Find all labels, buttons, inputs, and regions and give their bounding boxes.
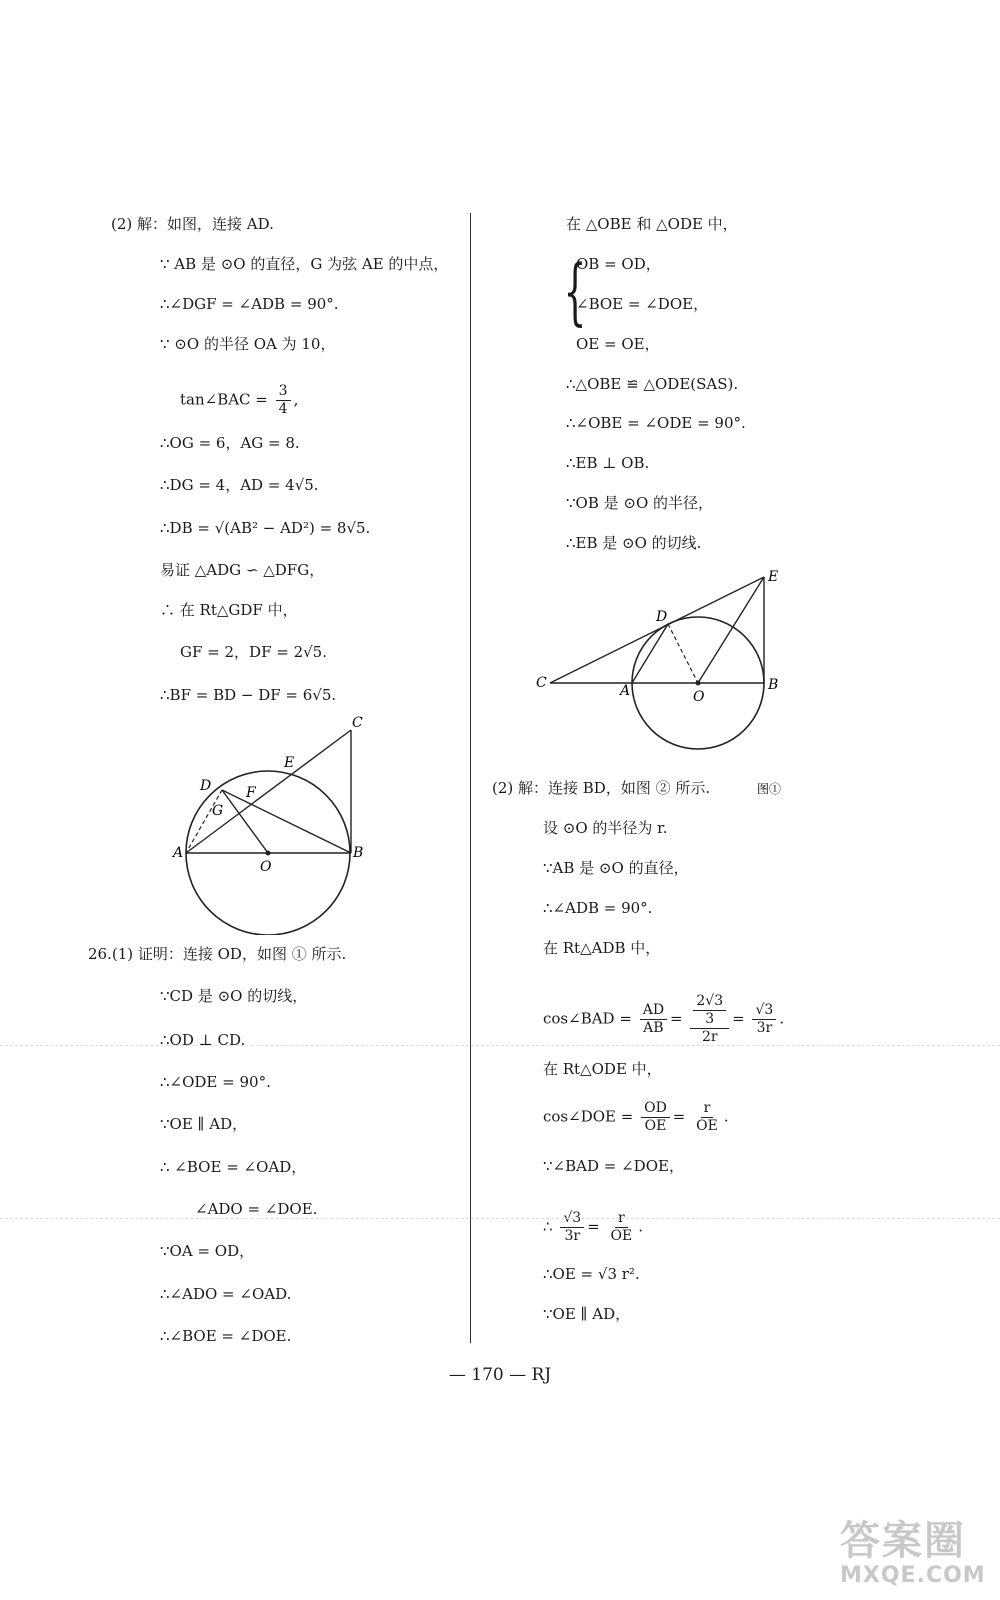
text-line: 在 Rt△ODE 中， (543, 1060, 662, 1078)
label-a: A (620, 683, 631, 699)
text-line: 设 ⊙O 的半径为 r. (543, 819, 668, 837)
text-line: ∴DB = √(AB² − AD²) = 8√5. (160, 519, 371, 537)
text-line: OE = OE， (576, 335, 660, 353)
fraction-numerator: √3 (752, 1002, 776, 1020)
fraction-denominator: 3r (756, 1020, 773, 1036)
fraction-denominator: 4 (278, 401, 288, 417)
text-line: ∵OB 是 ⊙O 的半径， (566, 494, 714, 512)
text-line: 在 Rt△ADB 中， (543, 939, 661, 957)
segment-db (222, 790, 351, 853)
text-line: ∴OE = √3 r². (543, 1265, 640, 1283)
text-line: ∵OE ∥ AD， (543, 1305, 631, 1323)
problem-26-heading: 26.(1) 证明：连接 OD，如图 ① 所示. (88, 945, 347, 963)
text-line: ∴OG = 6，AG = 8. (160, 434, 300, 452)
column-divider (470, 213, 471, 1343)
tan-equation: tan∠BAC = $\frac{3}{4}$ , (180, 383, 299, 417)
segment-do-dashed (668, 624, 698, 683)
fraction-numerator: 2√3 (693, 993, 726, 1011)
text-line: (2) 解：连接 BD，如图 ② 所示. (492, 779, 711, 797)
label-f: F (246, 785, 256, 801)
fraction-denominator: OE (610, 1228, 633, 1244)
inner-fraction (693, 993, 726, 1028)
watermark-line2: MXQE.COM (840, 1563, 986, 1588)
segment-ad-dashed (186, 790, 222, 853)
cos-doe-equation: cos∠DOE = $\frac{OD}{OE}$ = $\frac{r}{OE}$ . (543, 1100, 729, 1134)
text-line: (2) 解：如图，连接 AD. (111, 215, 274, 233)
text-line: 易证 △ADG ∽ △DFG， (160, 561, 325, 579)
fraction-numerator: OD (641, 1100, 670, 1118)
fraction-denominator: 2r (701, 1029, 718, 1045)
ratio-equation: ∴ $\frac{√3}{3r}$ = $\frac{r}{OE}$ . (543, 1210, 643, 1244)
text-line: ∴BF = BD − DF = 6√5. (160, 686, 337, 704)
label-b: B (353, 845, 364, 861)
segment-ce (550, 577, 764, 683)
fraction (641, 1100, 670, 1135)
scan-artifact-line (0, 1218, 1000, 1219)
compound-fraction (690, 993, 729, 1046)
fraction-numerator: 3 (276, 383, 291, 401)
text-line: ∵CD 是 ⊙O 的切线， (160, 987, 308, 1005)
text-line: ∵ ⊙O 的半径 OA 为 10， (160, 335, 336, 353)
label-a: A (173, 845, 184, 861)
fraction-numerator: √3 (560, 1210, 584, 1228)
fraction (752, 1002, 776, 1037)
fraction-denominator: OE (644, 1118, 667, 1134)
fraction-numerator: r (701, 1100, 714, 1118)
fraction-numerator (690, 993, 729, 1029)
circle-figure-right (530, 565, 795, 800)
label-o: O (260, 859, 272, 875)
text-line: OB = OD， (576, 255, 661, 273)
watermark-logo (840, 1518, 986, 1588)
fraction-denominator: AB (643, 1020, 664, 1036)
text-line: ∴∠DGF = ∠ADB = 90°. (160, 295, 339, 313)
fraction-numerator: AD (640, 1002, 667, 1020)
cos-bad-label: cos∠BAD = (543, 1009, 632, 1028)
text-line: 在 △OBE 和 △ODE 中， (566, 215, 738, 233)
system-brace: { (563, 249, 587, 333)
center-point (696, 681, 701, 686)
text-line: ∵OA = OD， (160, 1242, 255, 1260)
fraction (560, 1210, 584, 1245)
text-line: ∴∠ODE = 90°. (160, 1073, 271, 1091)
cos-bad-equation: cos∠BAD = $\frac{AD}{AB}$ = $\frac{\frac{2√3}{3}}{2r}$ = $\frac{√3}{3r}$ . (543, 993, 785, 1045)
fraction (608, 1210, 636, 1245)
fraction-numerator: r (615, 1210, 628, 1228)
figure-caption: 图① (757, 782, 782, 796)
text-line: ∵∠BAD = ∠DOE， (543, 1157, 684, 1175)
label-d: D (656, 609, 668, 625)
text-line: ∴EB 是 ⊙O 的切线. (566, 534, 702, 552)
text-line: GF = 2，DF = 2√5. (180, 643, 327, 661)
text-line: ∴ 在 Rt△GDF 中， (160, 601, 298, 619)
text-line: ∴△OBE ≌ △ODE(SAS). (566, 375, 739, 393)
text-line: ∠BOE = ∠DOE， (576, 295, 709, 313)
fraction-denominator: 3r (564, 1228, 581, 1244)
label-c: C (352, 715, 363, 731)
fraction-denominator: 3 (705, 1011, 715, 1027)
label-d: D (200, 778, 212, 794)
label-e: E (768, 569, 779, 585)
cos-doe-label: cos∠DOE = (543, 1107, 634, 1126)
text-line: ∴∠ADO = ∠OAD. (160, 1285, 292, 1303)
page-footer: — 170 — RJ (448, 1365, 552, 1385)
watermark-line1: 答案圈 (840, 1518, 966, 1564)
text-line: ∵ AB 是 ⊙O 的直径，G 为弦 AE 的中点， (160, 255, 449, 273)
tan-label: tan∠BAC = (180, 390, 268, 409)
text-line: ∴OD ⊥ CD. (160, 1031, 246, 1049)
label-c: C (536, 675, 547, 691)
text-line: ∴∠ADB = 90°. (543, 899, 653, 917)
text-line: ∠ADO = ∠DOE. (195, 1200, 318, 1218)
label-g: G (212, 803, 224, 819)
text-line: ∴DG = 4，AD = 4√5. (160, 476, 319, 494)
text-line: ∴ ∠BOE = ∠OAD， (160, 1158, 307, 1176)
text-line: ∴EB ⊥ OB. (566, 454, 650, 472)
therefore-symbol: ∴ (543, 1217, 553, 1236)
label-b: B (768, 677, 779, 693)
text-line: ∴∠BOE = ∠DOE. (160, 1327, 292, 1345)
fraction (693, 1100, 721, 1135)
scan-artifact-line (0, 1045, 1000, 1046)
center-point (266, 851, 271, 856)
label-e: E (284, 755, 295, 771)
fraction (640, 1002, 667, 1037)
label-o: O (693, 689, 705, 705)
text-line: ∵AB 是 ⊙O 的直径， (543, 859, 689, 877)
text-line: ∵OE ∥ AD， (160, 1115, 248, 1133)
text-line: ∴∠OBE = ∠ODE = 90°. (566, 414, 746, 432)
circle-figure-left (160, 715, 380, 935)
tan-fraction (276, 383, 291, 418)
fraction-denominator: OE (696, 1118, 718, 1134)
